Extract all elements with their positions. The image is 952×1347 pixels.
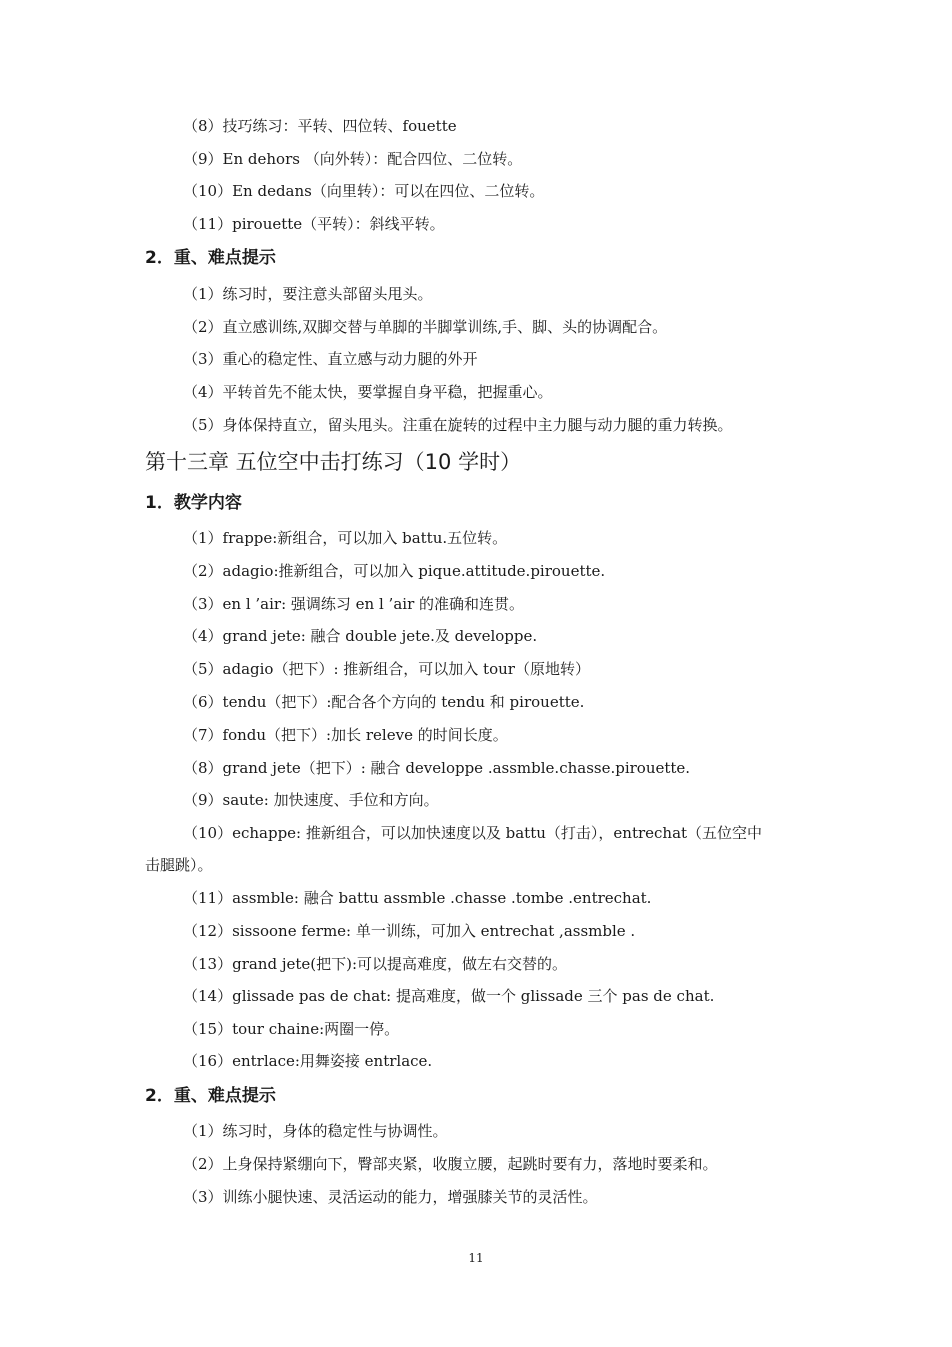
section-heading: 1．教学内容: [145, 493, 242, 513]
list-item: （2）adagio:推新组合，可以加入 pique.attitude.pirouette.: [183, 562, 606, 580]
list-item: （8）grand jete（把下）: 融合 developpe .assmble.chasse.pirouette.: [183, 759, 691, 777]
list-item: （3）训练小腿快速、灵活运动的能力，增强膝关节的灵活性。: [183, 1188, 598, 1206]
list-item: （3）重心的稳定性、直立感与动力腿的外开: [183, 350, 478, 368]
list-item: （16）entrlace:用舞姿接 entrlace.: [183, 1052, 433, 1070]
list-item: （9）saute: 加快速度、手位和方向。: [183, 791, 439, 809]
list-item: （13）grand jete(把下):可以提高难度，做左右交替的。: [183, 955, 568, 973]
list-item: （14）glissade pas de chat: 提高难度，做一个 glissade 三个 pas de chat.: [183, 987, 715, 1005]
list-item: （1）练习时，身体的稳定性与协调性。: [183, 1122, 448, 1140]
section-heading: 2．重、难点提示: [145, 1086, 276, 1106]
list-item: （1）frappe:新组合，可以加入 battu.五位转。: [183, 529, 508, 547]
page-number: 11: [468, 1251, 484, 1265]
list-item: （6）tendu（把下）:配合各个方向的 tendu 和 pirouette.: [183, 693, 585, 711]
list-item: （2）上身保持紧绷向下，臀部夹紧，收腹立腰，起跳时要有力，落地时要柔和。: [183, 1155, 718, 1173]
list-item: （1）练习时，要注意头部留头甩头。: [183, 285, 433, 303]
list-item: （15）tour chaine:两圈一停。: [183, 1020, 400, 1038]
list-item: （10）En dedans（向里转）：可以在四位、二位转。: [183, 182, 545, 200]
list-item: （11）pirouette（平转）：斜线平转。: [183, 215, 445, 233]
list-item: （2）直立感训练,双脚交替与单脚的半脚掌训练,手、脚、头的协调配合。: [183, 318, 668, 336]
list-item: （7）fondu（把下）:加长 releve 的时间长度。: [183, 726, 508, 744]
list-item: （4）grand jete: 融合 double jete.及 developpe.: [183, 627, 538, 645]
list-item: （3）en l ’air: 强调练习 en l ’air 的准确和连贯。: [183, 595, 525, 613]
list-item: （11）assmble: 融合 battu assmble .chasse .tombe .entrechat.: [183, 889, 652, 907]
list-item: （5）adagio（把下）: 推新组合，可以加入 tour（原地转）: [183, 660, 590, 678]
list-item: （5）身体保持直立，留头甩头。注重在旋转的过程中主力腿与动力腿的重力转换。: [183, 416, 733, 434]
chapter-title: 第十三章 五位空中击打练习（10 学时）: [145, 450, 522, 474]
section-heading: 2．重、难点提示: [145, 248, 276, 268]
list-item: （9）En dehors （向外转）：配合四位、二位转。: [183, 150, 523, 168]
list-item: （8）技巧练习：平转、四位转、fouette: [183, 117, 457, 135]
list-item: （10）echappe: 推新组合，可以加快速度以及 battu（打击），entrechat（五位空中: [183, 824, 763, 842]
list-item: （4）平转首先不能太快，要掌握自身平稳，把握重心。: [183, 383, 553, 401]
list-item-continuation: 击腿跳）。: [145, 856, 213, 874]
list-item: （12）sissoone ferme: 单一训练，可加入 entrechat ,assmble .: [183, 922, 636, 940]
